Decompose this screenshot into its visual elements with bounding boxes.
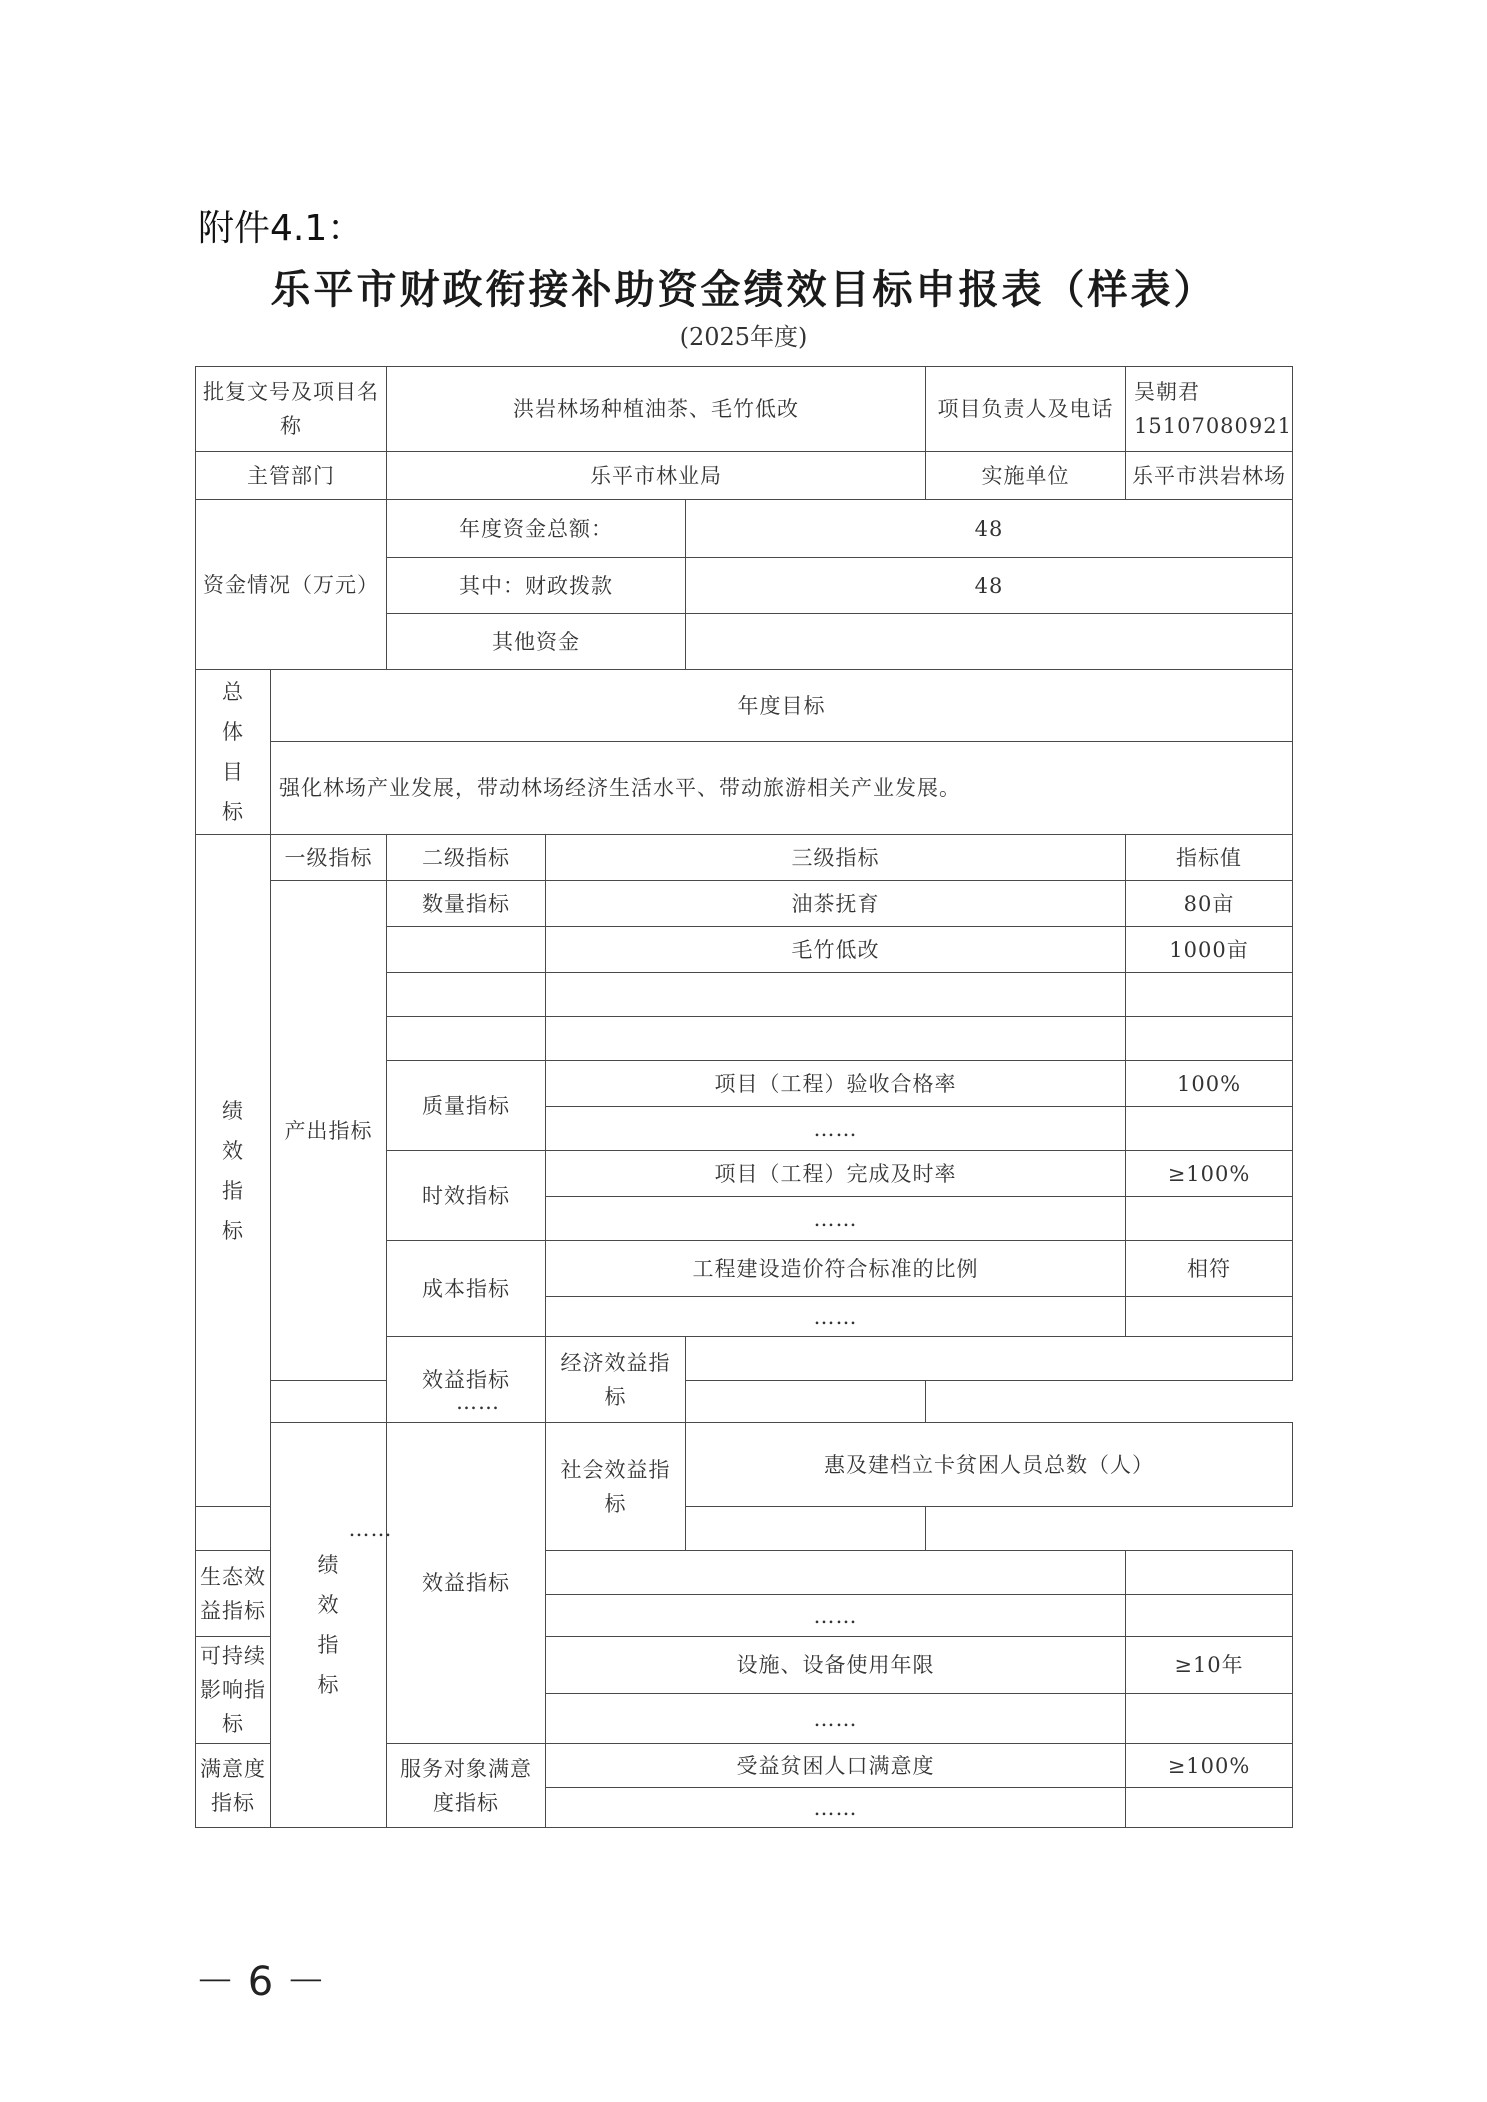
indicators-section-1-label: 绩效指标 [196,835,271,1507]
empty-cell [1126,1595,1293,1637]
quantity-value-1: 80亩 [1126,881,1293,927]
empty-cell [387,1017,546,1061]
empty-cell [1126,1297,1293,1337]
funds-label: 资金情况（万元） [196,500,387,670]
form-year: (2025年度) [679,323,808,351]
quality-label: 质量指标 [387,1061,546,1151]
empty-cell [1126,973,1293,1017]
quantity-value-2: 1000亩 [1126,927,1293,973]
economic-ellipsis: …… [271,1381,686,1423]
dept-label: 主管部门 [196,452,387,500]
funds-other-label: 其他资金 [387,614,686,670]
sustain-value: ≥10年 [1126,1637,1293,1694]
ecology-ellipsis: …… [546,1595,1126,1637]
manager-label: 项目负责人及电话 [926,367,1126,452]
empty-cell [546,1017,1126,1061]
quality-ellipsis: …… [546,1107,1126,1151]
empty-cell [1126,1551,1293,1595]
sustain-ellipsis: …… [546,1694,1126,1744]
satisfaction-name: 受益贫困人口满意度 [546,1744,1126,1788]
cost-value: 相符 [1126,1241,1293,1297]
goal-header: 年度目标 [271,670,1293,742]
empty-cell [1126,1017,1293,1061]
timeliness-ellipsis: …… [546,1197,1126,1241]
quantity-name-1: 油茶抚育 [546,881,1126,927]
empty-cell [686,1337,1293,1381]
empty-cell [387,973,546,1017]
funds-total-label: 年度资金总额： [387,500,686,558]
satisfaction-ellipsis: …… [546,1788,1126,1828]
quality-name: 项目（工程）验收合格率 [546,1061,1126,1107]
empty-cell [1126,1197,1293,1241]
output-label: 产出指标 [271,881,387,1381]
quality-value: 100% [1126,1061,1293,1107]
funds-fiscal-label: 其中：财政拨款 [387,558,686,614]
sustain-name: 设施、设备使用年限 [546,1637,1126,1694]
page-number: － 6 － [195,1959,326,2005]
goal-text: 强化林场产业发展，带动林场经济生活水平、带动旅游相关产业发展。 [271,742,1293,835]
quantity-label: 数量指标 [387,881,546,927]
impl-value: 乐平市洪岩林场 [1126,452,1293,500]
manager-value: 吴朝君15107080921 [1126,367,1293,452]
sustain-label: 可持续影响指标 [196,1637,271,1744]
funds-total-value: 48 [686,500,1293,558]
goal-label: 总体目标 [196,670,271,835]
col-level1: 一级指标 [271,835,387,881]
empty-cell [686,1507,926,1551]
cost-name: 工程建设造价符合标准的比例 [546,1241,1126,1297]
satisfaction-value: ≥100% [1126,1744,1293,1788]
cost-ellipsis: …… [546,1297,1126,1337]
timeliness-label: 时效指标 [387,1151,546,1241]
empty-cell [686,1381,926,1423]
benefit2-label: 效益指标 [387,1423,546,1744]
performance-target-table [195,366,1293,1828]
empty-cell [387,927,546,973]
empty-cell [1126,1107,1293,1151]
empty-cell [546,1551,1126,1595]
approval-value: 洪岩林场种植油茶、毛竹低改 [387,367,926,452]
form-title: 乐平市财政衔接补助资金绩效目标申报表（样表） [270,266,1217,313]
social-name: 惠及建档立卡贫困人员总数（人） [686,1423,1293,1507]
service-label: 服务对象满意度指标 [387,1744,546,1828]
satisfaction-label: 满意度指标 [196,1744,271,1828]
dept-value: 乐平市林业局 [387,452,926,500]
empty-cell [1126,1694,1293,1744]
col-value: 指标值 [1126,835,1293,881]
col-level3: 三级指标 [546,835,1126,881]
timeliness-value: ≥100% [1126,1151,1293,1197]
quantity-name-2: 毛竹低改 [546,927,1126,973]
benefit-label: 效益指标 [387,1337,546,1423]
empty-cell [546,973,1126,1017]
empty-cell [1126,1788,1293,1828]
indicators-section-2-label: 绩效指标 [271,1423,387,1828]
funds-fiscal-value: 48 [686,558,1293,614]
social-label: 社会效益指标 [546,1423,686,1551]
cost-label: 成本指标 [387,1241,546,1337]
economic-label: 经济效益指标 [546,1337,686,1423]
timeliness-name: 项目（工程）完成及时率 [546,1151,1126,1197]
annex-label: 附件4.1： [198,208,364,249]
col-level2: 二级指标 [387,835,546,881]
social-ellipsis: …… [196,1507,546,1551]
ecology-label: 生态效益指标 [196,1551,271,1637]
impl-label: 实施单位 [926,452,1126,500]
funds-other-value [686,614,1293,670]
approval-label: 批复文号及项目名称 [196,367,387,452]
